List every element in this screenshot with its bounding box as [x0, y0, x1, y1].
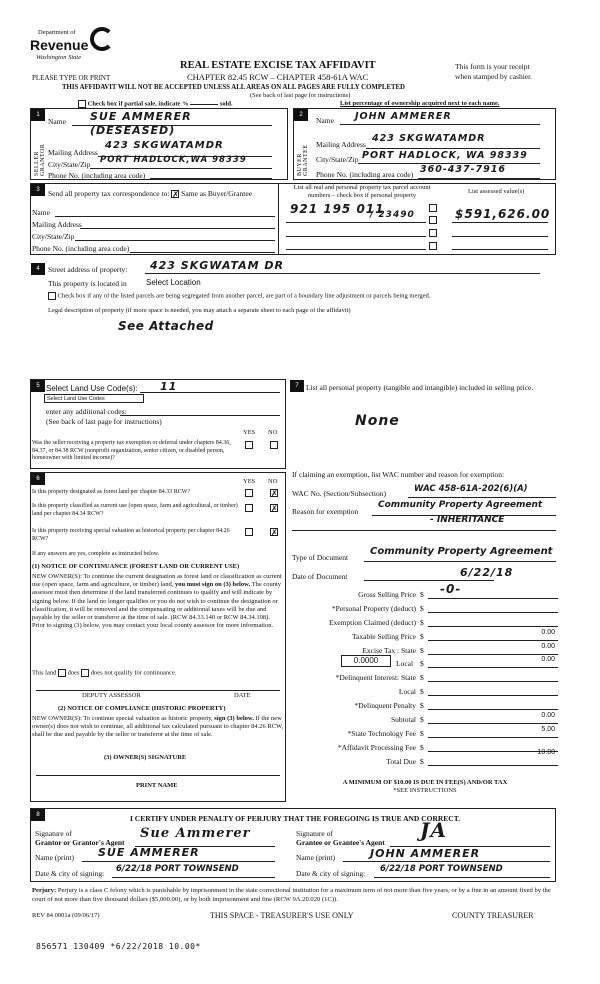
current-use-yes-checkbox[interactable]	[245, 504, 253, 512]
delinquent-penalty-label: *Delinquent Penalty	[354, 701, 416, 710]
wac-value[interactable]: WAC 458-61A-202(6)(A)	[414, 484, 528, 494]
personal-prop-checkbox-3[interactable]	[429, 229, 437, 237]
partial-sale-label: Check box if partial sale, indicate %	[87, 100, 189, 108]
exemption-yes-checkbox[interactable]	[245, 441, 253, 449]
county-treasurer-label: COUNTY TREASURER	[452, 911, 534, 920]
reason-value-2[interactable]: - INHERITANCE	[430, 515, 505, 525]
grantee-date-city[interactable]: 6/22/18 PORT TOWNSEND	[380, 864, 503, 874]
s6-yes: YES	[243, 478, 256, 485]
treasurer-space-label: THIS SPACE - TREASURER'S USE ONLY	[210, 911, 354, 920]
personal-deduct-label: *Personal Property (deduct)	[331, 604, 416, 613]
continuance-text: NEW OWNER(S): To continue the current designation as forest land or classification as current use (open space, farm and agriculture, or timber) land, you must sign on (3) below. The county assessor must then determine if the land transferred continues to qualify and will indicate by signing below. If the land no longer qualifies or you do not wish to continue the designation or classification, it will be removed and the compensating or additional taxes will be due and payable by the seller or transferor at the time of sale. (RCW 84.33.140 or RCW 84.34.108). Prior to signing (3) below, you may contact your local county assessor for more information.	[32, 573, 282, 630]
grantee-signature[interactable]: JA	[420, 818, 447, 842]
sold-label: sold.	[219, 100, 233, 108]
if-yes-note: If any answers are yes, complete as instructed below.	[32, 551, 160, 557]
grantor-date-city[interactable]: 6/22/18 PORT TOWNSEND	[116, 864, 239, 874]
doc-type-value[interactable]: Community Property Agreement	[370, 546, 553, 557]
forest-yes-checkbox[interactable]	[245, 489, 253, 497]
minimum-due-note: A MINIMUM OF $10.00 IS DUE IN FEE(S) AND/OR TAX	[342, 779, 508, 786]
perjury-statement: Perjury: Perjury is a class C felony which is punishable by imprisonment in the state correctional institution for a maximum term of not more than five years, or by a fine in an amount fixed by the court of not more than five thousand dollars ($5,000.00), or by both imprisonment and fine (RCW 9A.20.020 (1C)).	[32, 887, 551, 903]
s6-no: NO	[268, 478, 278, 485]
dept-line2: Revenue	[30, 37, 89, 53]
doc-date-value[interactable]: 6/22/18	[460, 566, 514, 579]
same-as-buyer-checkbox[interactable]	[171, 190, 179, 198]
personal-property-value[interactable]: None	[355, 413, 400, 429]
grantor-date-label: Date & city of signing:	[35, 869, 105, 878]
land-use-see-back: (See back of last page for instructions)	[46, 417, 162, 426]
corr-name-label: Name	[32, 208, 50, 217]
buyer-city-label: City/State/Zip	[316, 155, 359, 164]
excise-state-label: Excise Tax : State	[362, 646, 416, 655]
buyer-mailing[interactable]: 423 SKGWATAMDR	[372, 133, 486, 144]
exemption-no-checkbox[interactable]	[270, 441, 278, 449]
seller-mailing-label: Mailing Address	[48, 148, 98, 157]
section-5-number: 5	[31, 380, 45, 392]
receipt-note-2: when stamped by cashier.	[455, 72, 533, 81]
this-land-row: This land does does not qualify for continuance.	[32, 669, 177, 677]
section-3-number: 3	[31, 184, 45, 196]
subtotal-value: 0.00	[541, 712, 555, 719]
parcel-number[interactable]: 921 195 011	[290, 202, 385, 216]
land-use-yes: YES	[243, 429, 256, 436]
deputy-date-label: DATE	[234, 692, 251, 699]
seller-city[interactable]: PORT HADLOCK,WA 98339	[100, 155, 247, 165]
legal-description-label: Legal description of property (if more space is needed, you may attach a separate sheet to each page of the affidavit)	[48, 307, 351, 314]
segregation-row	[48, 292, 430, 300]
form-chapter: CHAPTER 82.45 RCW – CHAPTER 458-61A WAC	[187, 72, 369, 82]
seller-deceased-note: (DESEASED)	[90, 124, 176, 137]
section-8-number: 8	[31, 809, 45, 821]
personal-property-label: List all personal property (tangible and intangible) included in selling price.	[306, 383, 534, 392]
corr-phone-label: Phone No. (including area code)	[32, 244, 130, 253]
land-use-label: Select Land Use Code(s):	[46, 384, 138, 393]
total-due-label: Total Due	[386, 757, 416, 766]
section-3-divider	[278, 183, 279, 255]
dept-line1: Department of	[38, 29, 76, 36]
grantee-name[interactable]: JOHN AMMERER	[370, 847, 481, 860]
street-label: Street address of property:	[48, 265, 128, 274]
delinquent-interest-label: *Delinquent Interest: State	[335, 673, 416, 682]
section-2-number: 2	[294, 109, 308, 121]
seller-name-label: Name	[48, 117, 66, 126]
see-back-note: (See back of last page for instructions)	[250, 92, 351, 99]
certify-text: I CERTIFY UNDER PENALTY OF PERJURY THAT THE FOREGOING IS TRUE AND CORRECT.	[130, 814, 461, 823]
buyer-name-label: Name	[316, 116, 334, 125]
taxable-value: 0.00	[541, 629, 555, 636]
seller-phone-label: Phone No. (including area code)	[48, 171, 146, 180]
location-select[interactable]: Select Location	[146, 278, 201, 287]
grantor-signature[interactable]: Sue Ammerer	[140, 826, 251, 841]
personal-prop-checkbox-2[interactable]	[429, 216, 437, 224]
seller-side-label: SELLER GRANTOR	[34, 143, 46, 176]
send-correspondence-label: Send all property tax correspondence to: ✗ Same as Buyer/Grantee	[48, 189, 252, 198]
property-street[interactable]: 423 SKGWATAM DR	[150, 259, 285, 272]
owner-signature-line[interactable]	[36, 775, 280, 776]
partial-sale-checkbox[interactable]	[78, 100, 86, 108]
corr-mailing-label: Mailing Address	[32, 220, 82, 229]
doc-date-label: Date of Document	[292, 572, 348, 581]
section-4-number: 4	[31, 263, 45, 275]
owner-signature-label: (3) OWNER(S) SIGNATURE	[104, 754, 187, 761]
logo-mark-icon	[90, 27, 114, 51]
grantor-sig-label-2: Grantor or Grantor's Agent	[35, 838, 125, 847]
land-use-no: NO	[268, 429, 278, 436]
grantee-sig-label-1: Signature of	[296, 829, 333, 838]
taxable-label: Taxable Selling Price	[351, 632, 416, 641]
exemption-deduct-label: Exemption Claimed (deduct)	[328, 618, 416, 627]
receipt-note-1: This form is your receipt	[455, 62, 530, 71]
form-title: REAL ESTATE EXCISE TAX AFFIDAVIT	[180, 60, 376, 71]
buyer-side-label: BUYER GRANTEE	[297, 144, 309, 176]
local-label: Local	[396, 659, 414, 668]
seller-city-label: City/State/Zip	[48, 160, 91, 169]
reason-value-1[interactable]: Community Property Agreement	[378, 500, 543, 510]
does-checkbox[interactable]	[58, 669, 66, 677]
compliance-text: NEW OWNER(S): To continue special valuation as historic property, sign (3) below. If the new owner(s) does not wish to continue, all additional tax calculated pursuant to chapter 84.26 RCW, shall be due and payable by the seller or transferor at the time of sale.	[32, 715, 284, 739]
personal-prop-checkbox-4[interactable]	[429, 242, 437, 250]
tech-fee-value: 5.00	[541, 726, 555, 733]
located-label: This property is located in	[48, 279, 127, 288]
warning-text: THIS AFFIDAVIT WILL NOT BE ACCEPTED UNLESS ALL AREAS ON ALL PAGES ARE FULLY COMPLETED	[62, 84, 405, 91]
ownership-note: List percentage of ownership acquired next to each name.	[340, 100, 500, 107]
land-use-code[interactable]: 11	[160, 380, 178, 393]
buyer-mailing-label: Mailing Address	[316, 140, 366, 149]
subtotal-label: Subtotal	[390, 715, 416, 724]
legal-description-value[interactable]: See Attached	[118, 319, 214, 333]
assessed-value[interactable]: $591,626.00	[455, 207, 551, 221]
section-6	[30, 472, 286, 802]
excise-state-value: 0.00	[541, 643, 555, 650]
additional-codes-label: enter any additional codes:	[46, 407, 127, 416]
delinquent-local-label: Local	[398, 687, 416, 696]
section-7-number: 7	[290, 380, 304, 392]
forest-no-checkbox[interactable]	[270, 489, 278, 497]
historical-question: Is this property receiving special valuation as historical property per chapter 84.26 RCW?	[32, 528, 230, 542]
compliance-title: (2) NOTICE OF COMPLIANCE (HISTORIC PROPERTY)	[58, 705, 226, 712]
current-use-no-checkbox[interactable]	[270, 504, 278, 512]
deputy-assessor-label: DEPUTY ASSESSOR	[82, 692, 141, 699]
corr-city-label: City/State/Zip	[32, 232, 75, 241]
doc-type-label: Type of Document	[292, 553, 349, 562]
buyer-name[interactable]: JOHN AMMERER	[355, 111, 452, 122]
rev-number: REV 84 0001a (09/06/17)	[32, 912, 100, 919]
buyer-phone-label: Phone No. (including area code)	[316, 170, 414, 179]
does-not-checkbox[interactable]	[81, 669, 89, 677]
buyer-phone[interactable]: 360-437-7916	[420, 164, 506, 175]
reason-label: Reason for exemption	[292, 507, 359, 516]
affidavit-fee-label: *Affidavit Processing Fee	[337, 743, 416, 752]
local-value: 0.00	[541, 656, 555, 663]
land-use-select[interactable]: Select Land Use Codes	[44, 394, 144, 403]
seller-name[interactable]: SUE AMMERER	[90, 110, 192, 123]
print-name-label: PRINT NAME	[136, 782, 178, 789]
gross-value[interactable]: -0-	[440, 582, 462, 596]
section-1-number: 1	[31, 109, 45, 121]
tech-fee-label: *State Technology Fee	[347, 729, 416, 738]
grantee-name-label: Name (print)	[296, 853, 335, 862]
gross-label: Gross Selling Price	[358, 590, 416, 599]
local-rate-box[interactable]: 0.0000	[341, 655, 391, 667]
parcel-suffix: / 23490	[370, 210, 415, 220]
segregation-checkbox[interactable]	[48, 292, 56, 300]
historical-yes-checkbox[interactable]	[245, 528, 253, 536]
section-6-number: 6	[31, 473, 45, 485]
wac-label: WAC No. (Section/Subsection)	[292, 489, 386, 498]
parcel-header: List all real and personal property tax parcel account numbers – check box if personal property	[293, 184, 431, 199]
continuance-title: (1) NOTICE OF CONTINUANCE (FOREST LAND OR CURRENT USE)	[32, 563, 240, 570]
seller-mailing[interactable]: 423 SKGWATAMDR	[105, 140, 224, 151]
grantor-sig-label-1: Signature of	[35, 829, 72, 838]
total-due-value: 10.00	[537, 749, 555, 756]
buyer-city[interactable]: PORT HADLOCK, WA 98339	[362, 150, 528, 161]
forest-question: Is this property designated as forest land per chapter 84.33 RCW?	[32, 489, 191, 495]
historical-no-checkbox[interactable]	[270, 528, 278, 536]
assessed-header: List assessed value(s)	[468, 188, 525, 195]
grantee-date-label: Date & city of signing:	[296, 869, 366, 878]
cashier-stamp: 856571 130409 *6/22/2018 10.00*	[36, 942, 201, 951]
exemption-question: Was the seller receiving a property tax exemption or deferral under chapters 84.36, 84.37, or 84.38 RCW (nonprofit organization, senior citizen, or disabled person, homeowner with limited income)?	[32, 440, 231, 461]
see-instructions-note: *SEE INSTRUCTIONS	[393, 787, 457, 794]
current-use-question: Is this property classified as current use (open space, farm and agricultural, or timber) land per chapter 84.34 RCW?	[32, 503, 238, 517]
dept-line3: Washington State	[36, 54, 82, 61]
dor-logo	[30, 27, 120, 67]
segregation-text: Check box if any of the listed parcels are being segregated from another parcel, are part of a boundary line adjustment or parcels being merged.	[57, 292, 431, 300]
grantee-sig-label-2: Grantee or Grantee's Agent	[296, 838, 385, 847]
grantor-name-label: Name (print)	[35, 853, 74, 862]
personal-prop-checkbox-1[interactable]	[429, 204, 437, 212]
partial-sale-row	[78, 100, 233, 108]
same-as-buyer-label: Same as Buyer/Grantee	[181, 189, 252, 198]
exemption-intro: If claiming an exemption, list WAC number and reason for exemption:	[292, 470, 505, 479]
grantor-name[interactable]: SUE AMMERER	[98, 846, 200, 859]
print-note: PLEASE TYPE OR PRINT	[32, 74, 111, 82]
